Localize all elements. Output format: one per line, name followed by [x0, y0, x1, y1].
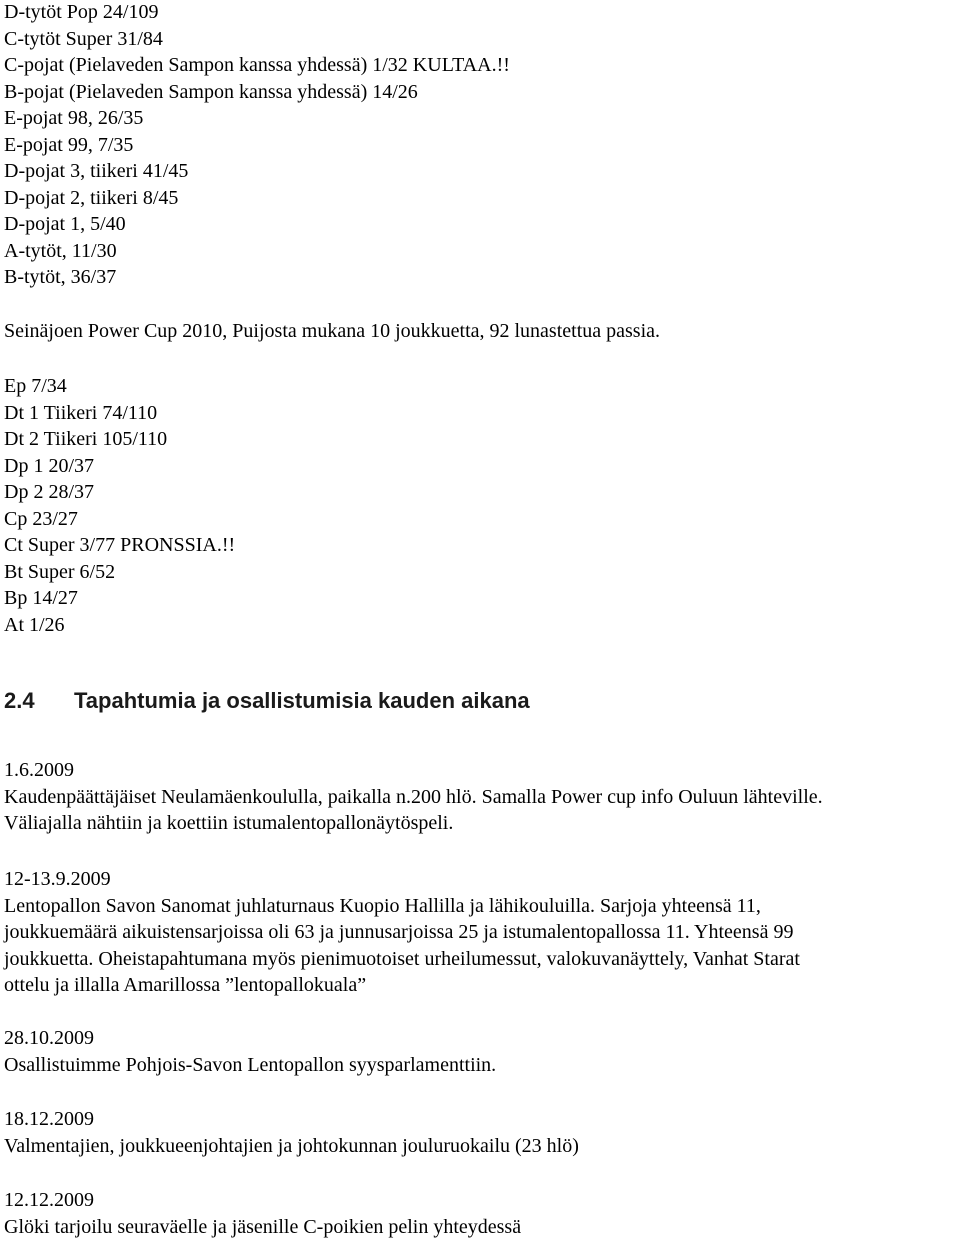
- event-text: Väliajalla nähtiin ja koettiin istumalentopallonäytöspeli.: [4, 812, 454, 834]
- result-line: B-tytöt, 36/37: [4, 266, 117, 288]
- event-text: Kaudenpäättäjäiset Neulamäenkoululla, paikalla n.200 hlö. Samalla Power cup info Ouluun lähteville.: [4, 785, 823, 808]
- result-line: Ep 7/34: [4, 375, 67, 397]
- event-text: joukkuetta. Oheistapahtumana myös pienimuotoiset urheilumessut, valokuvanäyttely, Vanhat Starat: [4, 947, 800, 970]
- result-line: D-pojat 1, 5/40: [4, 213, 126, 235]
- event-text: Osallistuimme Pohjois-Savon Lentopallon syysparlamenttiin.: [4, 1053, 497, 1076]
- result-line: D-pojat 3, tiikeri 41/45: [4, 160, 189, 182]
- result-line: At 1/26: [4, 613, 65, 636]
- result-line: D-pojat 2, tiikeri 8/45: [4, 186, 179, 209]
- result-line: D-tytöt Pop 24/109: [4, 1, 159, 23]
- event-entry: [4, 1106, 579, 1159]
- event-date: 12-13.9.2009: [4, 868, 111, 890]
- section-title: Tapahtumia ja osallistumisia kauden aikana: [74, 688, 530, 713]
- result-line: B-pojat (Pielaveden Sampon kanssa yhdessä) 14/26: [4, 80, 418, 103]
- event-text: joukkuemäärä aikuistensarjoissa oli 63 ja junnusarjoissa 25 ja istumalentopallossa 11. Yhteensä 99: [4, 921, 794, 943]
- result-line: E-pojat 99, 7/35: [4, 133, 134, 156]
- result-line: Dp 2 28/37: [4, 481, 94, 503]
- event-date: 12.12.2009: [4, 1189, 94, 1211]
- result-line: C-tytöt Super 31/84: [4, 27, 163, 50]
- event-date: 1.6.2009: [4, 759, 74, 781]
- event-entry: [4, 1025, 496, 1078]
- result-line: E-pojat 98, 26/35: [4, 107, 144, 129]
- result-line: A-tytöt, 11/30: [4, 239, 117, 262]
- event-date: 28.10.2009: [4, 1027, 94, 1049]
- results-list-1: [4, 0, 510, 291]
- result-line: Bt Super 6/52: [4, 560, 116, 583]
- event-date: 18.12.2009: [4, 1108, 94, 1130]
- event-text: Lentopallon Savon Sanomat juhlaturnaus Kuopio Hallilla ja lähikouluilla. Sarjoja yhteensä 11,: [4, 894, 761, 917]
- event-entry: [4, 757, 823, 837]
- result-line: C-pojat (Pielaveden Sampon kanssa yhdessä) 1/32 KULTAA.!!: [4, 54, 510, 76]
- result-line: Dt 1 Tiikeri 74/110: [4, 401, 158, 424]
- event-text: ottelu ja illalla Amarillossa ”lentopallokuala”: [4, 974, 367, 996]
- section-number: 2.4: [4, 688, 35, 713]
- results-list-2: [4, 373, 235, 638]
- result-line: Dp 1 20/37: [4, 454, 94, 477]
- section-heading: [4, 688, 530, 714]
- event-text: Valmentajien, joukkueenjohtajien ja johtokunnan jouluruokailu (23 hlö): [4, 1134, 579, 1157]
- result-line: Dt 2 Tiikeri 105/110: [4, 428, 168, 450]
- event-text: Glöki tarjoilu seuraväelle ja jäsenille C-poikien pelin yhteydessä: [4, 1215, 522, 1238]
- result-line: Ct Super 3/77 PRONSSIA.!!: [4, 534, 236, 556]
- result-line: Cp 23/27: [4, 507, 78, 530]
- tournament-intro: Seinäjoen Power Cup 2010, Puijosta mukana 10 joukkuetta, 92 lunastettua passia.: [4, 320, 661, 342]
- event-entry: [4, 1187, 521, 1240]
- result-line: Bp 14/27: [4, 587, 78, 609]
- event-entry: [4, 866, 800, 999]
